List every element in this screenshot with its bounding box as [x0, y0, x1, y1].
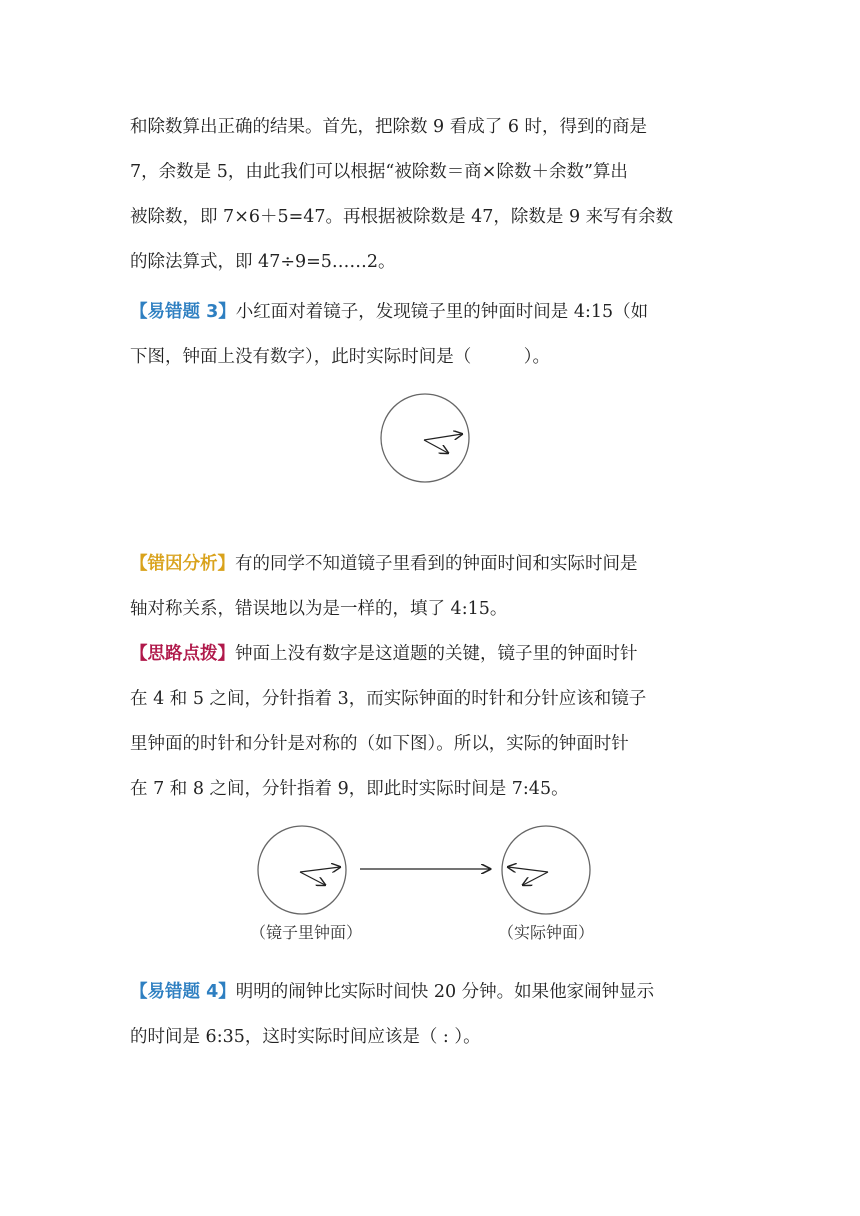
text-line: 的除法算式，即 47÷9=5……2。 [130, 252, 396, 272]
question-4-tag: 【易错题 4】 [130, 982, 236, 1002]
hint-text-line: 在 4 和 5 之间，分针指着 3，而实际钟面的时针和分针应该和镜子 [130, 689, 647, 709]
text-line: 7，余数是 5，由此我们可以根据“被除数＝商×除数＋余数”算出 [130, 162, 628, 182]
question-4-text: 明明的闹钟比实际时间快 20 分钟。如果他家闹钟显示 [235, 982, 655, 1002]
actual-clock-caption: （实际钟面） [498, 923, 595, 942]
analysis-text-line2: 轴对称关系，错误地以为是一样的，填了 4:15。 [130, 599, 508, 619]
actual-clock-face [502, 826, 590, 914]
mirror-clock-figure [376, 390, 476, 486]
question-3-text: 小红面对着镜子，发现镜子里的钟面时间是 4:15（如 [235, 302, 649, 322]
question-4-text-line2: 的时间是 6:35，这时实际时间应该是（ : ）。 [130, 1027, 481, 1047]
clock-comparison-figure [250, 822, 600, 922]
clock-face [381, 394, 469, 482]
analysis-text: 有的同学不知道镜子里看到的钟面时间和实际时间是 [235, 554, 638, 574]
mirror-clock-face [258, 826, 346, 914]
mirror-clock-caption: （镜子里钟面） [250, 923, 363, 942]
hint-text-line: 里钟面的时针和分针是对称的（如下图）。所以，实际的钟面时针 [130, 734, 629, 754]
explanation-paragraph [130, 105, 730, 285]
text-line: 和除数算出正确的结果。首先，把除数 9 看成了 6 时，得到的商是 [130, 117, 648, 137]
hint-text: 钟面上没有数字是这道题的关键，镜子里的钟面时针 [235, 644, 638, 664]
text-line: 被除数，即 7×6＋5=47。再根据被除数是 47，除数是 9 来写有余数 [130, 207, 674, 227]
question-4 [130, 970, 730, 1060]
question-3-tag: 【易错题 3】 [130, 302, 236, 322]
question-3 [130, 290, 730, 380]
error-analysis [130, 542, 730, 632]
analysis-tag: 【错因分析】 [130, 554, 235, 574]
hint-paragraph [130, 632, 730, 812]
question-3-text-line2: 下图，钟面上没有数字），此时实际时间是（ ）。 [130, 347, 550, 367]
hint-text-line: 在 7 和 8 之间，分针指着 9，即此时实际时间是 7:45。 [130, 779, 569, 799]
hint-tag: 【思路点拨】 [130, 644, 235, 664]
